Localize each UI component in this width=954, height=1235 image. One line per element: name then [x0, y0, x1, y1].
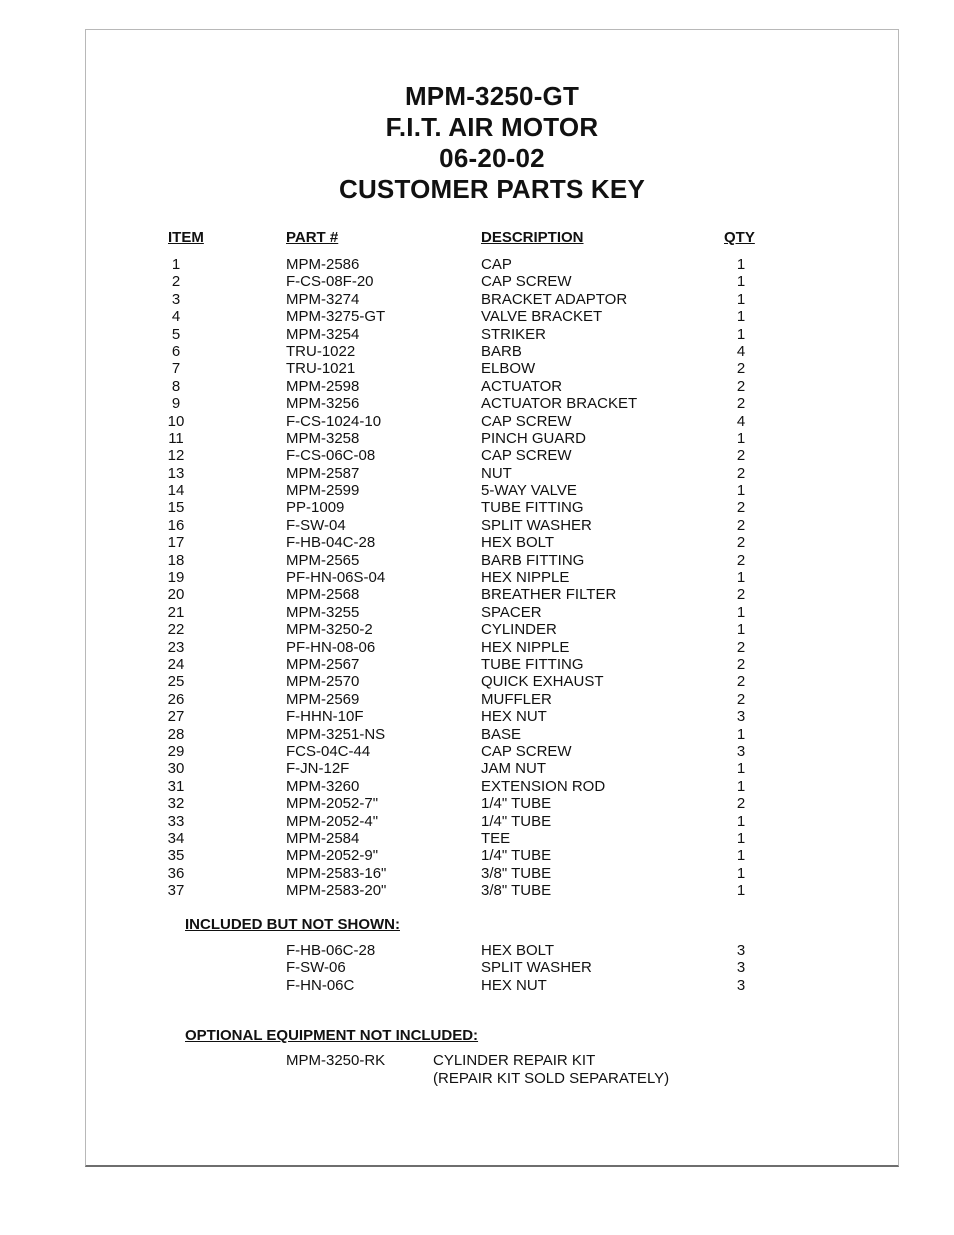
table-row	[86, 942, 898, 959]
part-quantity: 1	[736, 760, 746, 778]
table-row	[86, 395, 898, 412]
table-row	[86, 865, 898, 882]
table-row	[86, 847, 898, 864]
part-description: 1/4" TUBE	[481, 812, 552, 830]
item-number: 4	[171, 308, 181, 326]
part-number: F-HN-06C	[286, 976, 355, 994]
part-description: CAP SCREW	[481, 412, 572, 430]
table-row	[86, 534, 898, 551]
part-number: MPM-3275-GT	[286, 308, 386, 326]
item-number: 19	[167, 569, 185, 587]
part-number: MPM-2052-9"	[286, 847, 379, 865]
part-number: F-HB-06C-28	[286, 942, 376, 959]
part-number: F-CS-1024-10	[286, 412, 382, 430]
part-quantity: 3	[736, 742, 746, 760]
part-number: PP-1009	[286, 499, 345, 517]
part-description: SPLIT WASHER	[481, 516, 592, 534]
item-number: 37	[167, 882, 185, 900]
table-row	[86, 343, 898, 360]
table-row	[86, 959, 898, 976]
part-description: HEX NUT	[481, 708, 547, 726]
part-number: TRU-1021	[286, 360, 356, 378]
part-description: SPACER	[481, 603, 542, 621]
part-number: F-SW-04	[286, 516, 346, 534]
item-number: 30	[167, 760, 185, 778]
table-row	[86, 726, 898, 743]
part-description: PINCH GUARD	[481, 429, 587, 447]
part-description: CAP SCREW	[481, 447, 572, 465]
item-number: 7	[171, 360, 181, 378]
table-row	[86, 413, 898, 430]
part-description: TUBE FITTING	[481, 655, 584, 673]
table-row	[86, 482, 898, 499]
part-description: ACTUATOR BRACKET	[481, 395, 638, 413]
part-quantity: 2	[736, 464, 746, 482]
optional-part-number: MPM-3250-RK	[286, 1052, 386, 1069]
part-quantity: 1	[736, 777, 746, 795]
document-title: CUSTOMER PARTS KEY	[338, 174, 645, 204]
header-item: ITEM	[168, 229, 204, 246]
part-number: MPM-2599	[286, 482, 360, 500]
item-number: 10	[167, 412, 185, 430]
item-number: 1	[171, 256, 181, 273]
part-quantity: 4	[736, 342, 746, 360]
item-number: 14	[167, 482, 185, 500]
part-description: TEE	[481, 829, 511, 847]
part-quantity: 1	[736, 829, 746, 847]
item-number: 23	[167, 638, 185, 656]
table-row	[86, 430, 898, 447]
table-row	[86, 656, 898, 673]
product-name: F.I.T. AIR MOTOR	[385, 112, 599, 142]
part-number: MPM-2568	[286, 586, 360, 604]
part-quantity: 2	[736, 516, 746, 534]
part-quantity: 2	[736, 499, 746, 517]
part-quantity: 2	[736, 447, 746, 465]
part-quantity: 2	[736, 673, 746, 691]
table-row	[86, 830, 898, 847]
part-description: BRACKET ADAPTOR	[481, 290, 628, 308]
part-description: 3/8" TUBE	[481, 864, 552, 882]
part-number: MPM-2587	[286, 464, 360, 482]
part-number: MPM-3258	[286, 429, 360, 447]
part-number: TRU-1022	[286, 342, 356, 360]
document-date: 06-20-02	[439, 143, 545, 173]
item-number: 3	[171, 290, 181, 308]
part-number: PF-HN-08-06	[286, 638, 376, 656]
item-number: 2	[171, 273, 181, 291]
part-quantity: 2	[736, 638, 746, 656]
part-description: BARB	[481, 342, 522, 360]
part-quantity: 2	[736, 795, 746, 813]
part-description: ELBOW	[481, 360, 536, 378]
table-row	[86, 256, 898, 273]
part-number: MPM-3251-NS	[286, 725, 386, 743]
item-number: 15	[167, 499, 185, 517]
part-quantity: 4	[736, 412, 746, 430]
part-description: NUT	[481, 464, 512, 482]
part-description: CYLINDER	[481, 621, 557, 639]
part-description: HEX NUT	[481, 976, 547, 994]
part-number: MPM-3255	[286, 603, 360, 621]
table-row	[86, 708, 898, 725]
item-number: 22	[167, 621, 185, 639]
table-row	[86, 517, 898, 534]
part-number: F-CS-08F-20	[286, 273, 374, 291]
optional-description-line2: (REPAIR KIT SOLD SEPARATELY)	[433, 1070, 670, 1087]
item-number: 17	[167, 534, 185, 552]
item-number: 27	[167, 708, 185, 726]
table-row	[86, 621, 898, 638]
part-quantity: 3	[736, 976, 746, 994]
header-description: DESCRIPTION	[481, 229, 584, 246]
optional-description	[433, 1052, 669, 1088]
item-number: 34	[167, 829, 185, 847]
part-description: STRIKER	[481, 325, 547, 343]
part-description: CAP	[481, 256, 512, 273]
item-number: 28	[167, 725, 185, 743]
part-quantity: 1	[736, 864, 746, 882]
part-description: 5-WAY VALVE	[481, 482, 577, 500]
table-row	[86, 308, 898, 325]
part-quantity: 2	[736, 377, 746, 395]
item-number: 33	[167, 812, 185, 830]
included-table	[86, 942, 898, 994]
part-number: MPM-2567	[286, 655, 360, 673]
table-row	[86, 326, 898, 343]
table-row	[86, 552, 898, 569]
table-row	[86, 691, 898, 708]
item-number: 9	[171, 395, 181, 413]
part-description: MUFFLER	[481, 690, 552, 708]
model-number: MPM-3250-GT	[404, 81, 580, 111]
item-number: 26	[167, 690, 185, 708]
part-quantity: 1	[736, 273, 746, 291]
part-number: F-HB-04C-28	[286, 534, 376, 552]
included-heading: INCLUDED BUT NOT SHOWN:	[185, 916, 400, 933]
item-number: 8	[171, 377, 181, 395]
item-number: 11	[168, 429, 184, 447]
part-number: MPM-3256	[286, 395, 360, 413]
item-number: 35	[167, 847, 185, 865]
item-number: 29	[167, 742, 185, 760]
item-number: 20	[167, 586, 185, 604]
part-description: CAP SCREW	[481, 273, 572, 291]
part-description: SPLIT WASHER	[481, 959, 592, 977]
part-quantity: 1	[736, 882, 746, 900]
part-description: VALVE BRACKET	[481, 308, 603, 326]
part-description: BASE	[481, 725, 522, 743]
table-row	[86, 743, 898, 760]
part-description: 1/4" TUBE	[481, 795, 552, 813]
part-quantity: 1	[736, 621, 746, 639]
part-number: MPM-2565	[286, 551, 360, 569]
part-number: MPM-2052-7"	[286, 795, 379, 813]
table-row	[86, 977, 898, 994]
item-number: 32	[167, 795, 185, 813]
part-number: MPM-2570	[286, 673, 360, 691]
part-number: MPM-2569	[286, 690, 360, 708]
part-description: 3/8" TUBE	[481, 882, 552, 900]
part-quantity: 2	[736, 690, 746, 708]
part-number: FCS-04C-44	[286, 742, 371, 760]
table-row	[86, 673, 898, 690]
item-number: 18	[167, 551, 185, 569]
table-row	[86, 882, 898, 899]
part-number: F-CS-06C-08	[286, 447, 376, 465]
part-description: HEX BOLT	[481, 534, 555, 552]
item-number: 13	[167, 464, 185, 482]
part-number: MPM-2583-16"	[286, 864, 387, 882]
table-row	[86, 795, 898, 812]
table-row	[86, 604, 898, 621]
item-number: 21	[167, 603, 185, 621]
part-quantity: 2	[736, 395, 746, 413]
part-quantity: 1	[736, 290, 746, 308]
table-row	[86, 586, 898, 603]
header-qty: QTY	[724, 229, 755, 246]
table-row	[86, 360, 898, 377]
part-quantity: 1	[736, 325, 746, 343]
part-quantity: 1	[736, 812, 746, 830]
part-number: PF-HN-06S-04	[286, 569, 386, 587]
title-block	[86, 81, 898, 205]
item-number: 5	[171, 325, 181, 343]
table-row	[86, 569, 898, 586]
part-quantity: 1	[736, 569, 746, 587]
table-row	[86, 273, 898, 290]
part-number: F-JN-12F	[286, 760, 350, 778]
part-quantity: 1	[736, 429, 746, 447]
part-quantity: 3	[736, 942, 746, 959]
part-quantity: 2	[736, 586, 746, 604]
part-quantity: 3	[736, 708, 746, 726]
part-quantity: 1	[736, 256, 746, 273]
parts-table	[86, 256, 898, 899]
optional-description-line1: CYLINDER REPAIR KIT	[433, 1052, 596, 1069]
part-number: MPM-2598	[286, 377, 360, 395]
item-number: 12	[167, 447, 185, 465]
part-number: MPM-2586	[286, 256, 360, 273]
part-number: MPM-3254	[286, 325, 360, 343]
part-description: BREATHER FILTER	[481, 586, 617, 604]
part-quantity: 2	[736, 655, 746, 673]
part-quantity: 1	[736, 847, 746, 865]
part-quantity: 2	[736, 534, 746, 552]
item-number: 25	[167, 673, 185, 691]
part-number: MPM-3260	[286, 777, 360, 795]
part-quantity: 1	[736, 603, 746, 621]
part-quantity: 1	[736, 725, 746, 743]
part-description: HEX NIPPLE	[481, 638, 570, 656]
part-number: MPM-2583-20"	[286, 882, 387, 900]
document-page	[85, 29, 899, 1167]
header-part: PART #	[286, 229, 339, 246]
table-row	[86, 465, 898, 482]
part-number: F-SW-06	[286, 959, 346, 977]
part-number: MPM-3274	[286, 290, 360, 308]
item-number: 36	[167, 864, 185, 882]
table-row	[86, 760, 898, 777]
item-number: 24	[167, 655, 185, 673]
part-number: F-HHN-10F	[286, 708, 364, 726]
part-description: CAP SCREW	[481, 742, 572, 760]
part-number: MPM-2052-4"	[286, 812, 379, 830]
table-row	[86, 499, 898, 516]
part-description: HEX NIPPLE	[481, 569, 570, 587]
item-number: 6	[171, 342, 181, 360]
item-number: 16	[167, 516, 185, 534]
part-quantity: 3	[736, 959, 746, 977]
table-row	[86, 291, 898, 308]
part-description: QUICK EXHAUST	[481, 673, 604, 691]
item-number: 31	[167, 777, 185, 795]
table-row	[86, 639, 898, 656]
part-description: HEX BOLT	[481, 942, 555, 959]
table-row	[86, 378, 898, 395]
part-description: TUBE FITTING	[481, 499, 584, 517]
optional-heading: OPTIONAL EQUIPMENT NOT INCLUDED:	[185, 1027, 479, 1044]
part-description: EXTENSION ROD	[481, 777, 606, 795]
part-description: ACTUATOR	[481, 377, 563, 395]
part-description: JAM NUT	[481, 760, 546, 778]
part-number: MPM-3250-2	[286, 621, 373, 639]
part-description: 1/4" TUBE	[481, 847, 552, 865]
part-number: MPM-2584	[286, 829, 360, 847]
table-row	[86, 813, 898, 830]
part-quantity: 2	[736, 360, 746, 378]
part-quantity: 1	[736, 308, 746, 326]
part-quantity: 1	[736, 482, 746, 500]
part-quantity: 2	[736, 551, 746, 569]
table-row	[86, 447, 898, 464]
part-description: BARB FITTING	[481, 551, 585, 569]
table-row	[86, 778, 898, 795]
